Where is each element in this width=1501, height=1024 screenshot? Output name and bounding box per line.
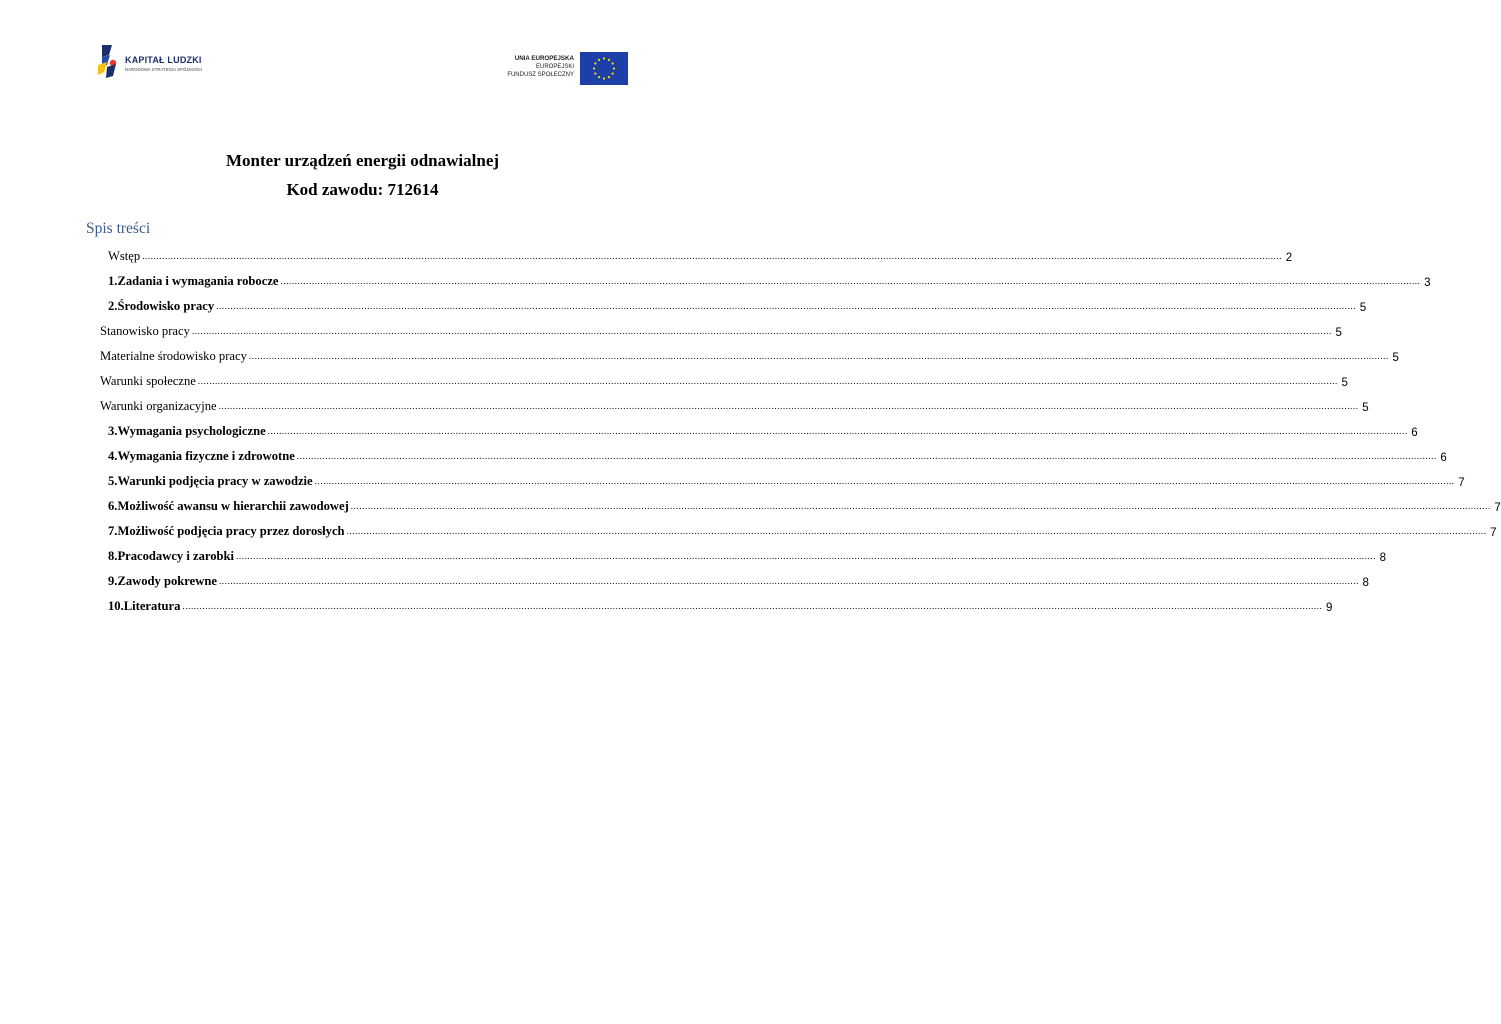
toc-entry-label: Zadania i wymagania robocze [117, 274, 279, 288]
toc-entry-label: Wstęp [108, 249, 141, 263]
toc-entry-page: 7 [1458, 477, 1465, 489]
toc-entry-label: Pracodawcy i zarobki [117, 549, 235, 563]
toc-entry-label: Możliwość podjęcia pracy przez dorosłych [117, 524, 345, 538]
eu-logo-line3: FUNDUSZ SPOŁECZNY [507, 72, 574, 78]
toc-dot-leader: ................................................................................................................................................................................................................................................................................................................................................................................................................ [218, 401, 1359, 411]
toc-entry-number: 2. [108, 299, 118, 313]
toc-dot-leader: ................................................................................................................................................................................................................................................................................................................................................................................................................ [314, 476, 1455, 486]
toc-dot-leader: ................................................................................................................................................................................................................................................................................................................................................................................................................ [197, 376, 1338, 386]
document-code: Kod zawodu: 712614 [286, 180, 439, 199]
toc-entry-page: 7 [1494, 502, 1501, 514]
toc-heading: Spis treści [86, 220, 151, 237]
toc-entry-label: Środowisko pracy [117, 299, 215, 313]
toc-entry[interactable] [100, 371, 1348, 389]
toc-entry[interactable] [108, 421, 1418, 439]
toc-entry-label: Warunki podjęcia pracy w zawodzie [117, 474, 313, 488]
toc-entry[interactable] [100, 396, 1369, 414]
toc-entry[interactable] [108, 446, 1447, 464]
eu-logo-line2: EUROPEJSKI [535, 64, 574, 70]
eu-logo [500, 52, 630, 86]
toc-entry-page: 8 [1362, 577, 1369, 589]
toc-dot-leader: ................................................................................................................................................................................................................................................................................................................................................................................................................ [346, 526, 1487, 536]
toc-entry-number: 5. [108, 474, 118, 488]
toc-dot-leader: ................................................................................................................................................................................................................................................................................................................................................................................................................ [236, 551, 1377, 561]
toc-dot-leader: ................................................................................................................................................................................................................................................................................................................................................................................................................ [142, 251, 1283, 261]
toc-entry-number: 9. [108, 574, 118, 588]
toc-entry-number: 7. [108, 524, 118, 538]
toc-entry-page: 5 [1392, 352, 1399, 364]
toc-dot-leader: ................................................................................................................................................................................................................................................................................................................................................................................................................ [296, 451, 1437, 461]
toc-entry-label: Warunki organizacyjne [100, 399, 217, 413]
toc-entry-number: 8. [108, 549, 118, 563]
toc-entry-page: 5 [1341, 377, 1348, 389]
toc-entry-page: 7 [1490, 527, 1497, 539]
toc-entry-number: 4. [108, 449, 118, 463]
toc-entry-page: 8 [1379, 552, 1387, 564]
kapital-ludzki-title: KAPITAŁ LUDZKI [125, 55, 202, 65]
toc-dot-leader: ................................................................................................................................................................................................................................................................................................................................................................................................................ [182, 601, 1323, 611]
toc-entry[interactable] [108, 471, 1465, 489]
toc-entry-label: Możliwość awansu w hierarchii zawodowej [117, 499, 349, 513]
toc-entry-page: 9 [1326, 602, 1333, 614]
toc-entry-page: 2 [1285, 252, 1293, 264]
toc-entry-number: 3. [108, 424, 118, 438]
toc-entry-number: 1. [108, 274, 118, 288]
toc-entry-page: 5 [1362, 402, 1369, 414]
toc-dot-leader: ................................................................................................................................................................................................................................................................................................................................................................................................................ [218, 576, 1359, 586]
toc-entry-page: 5 [1335, 327, 1342, 339]
toc-entry-page: 5 [1359, 302, 1367, 314]
toc-entry-label: Literatura [123, 599, 181, 613]
toc-entry[interactable] [108, 246, 1293, 264]
eu-logo-line1: UNIA EUROPEJSKA [514, 55, 574, 62]
toc-entry-label: Wymagania psychologiczne [117, 424, 266, 438]
toc-entry[interactable] [100, 321, 1342, 339]
eu-flag-icon [580, 52, 628, 85]
toc-dot-leader: ................................................................................................................................................................................................................................................................................................................................................................................................................ [350, 501, 1491, 511]
kapital-ludzki-emblem-icon [98, 45, 120, 79]
toc-entry-number: 10. [108, 599, 124, 613]
eu-logo-text [507, 55, 574, 79]
kapital-ludzki-logo [98, 45, 208, 81]
toc-entry-label: Warunki społeczne [100, 374, 196, 388]
toc-dot-leader: ................................................................................................................................................................................................................................................................................................................................................................................................................ [191, 326, 1332, 336]
toc-entry[interactable] [100, 346, 1399, 364]
toc-dot-leader: ................................................................................................................................................................................................................................................................................................................................................................................................................ [248, 351, 1389, 361]
toc-entry-label: Zawody pokrewne [117, 574, 217, 588]
toc-dot-leader: ................................................................................................................................................................................................................................................................................................................................................................................................................ [280, 276, 1421, 286]
toc-entry-label: Materialne środowisko pracy [100, 349, 247, 363]
toc-entry[interactable] [108, 521, 1497, 539]
toc-entry[interactable] [108, 546, 1387, 564]
toc-entry-page: 6 [1440, 452, 1447, 464]
toc-dot-leader: ................................................................................................................................................................................................................................................................................................................................................................................................................ [216, 301, 1357, 311]
toc-entry-label: Stanowisko pracy [100, 324, 190, 338]
toc-entry-page: 3 [1424, 277, 1431, 289]
kapital-ludzki-subtitle: NARODOWA STRATEGIA SPÓJNOŚCI [125, 67, 203, 72]
toc-entry[interactable] [108, 296, 1367, 314]
toc-entry[interactable] [108, 571, 1369, 589]
toc-entry-label: Wymagania fizyczne i zdrowotne [117, 449, 295, 463]
toc-entry[interactable] [108, 271, 1431, 289]
document-title: Monter urządzeń energii odnawialnej [225, 151, 500, 170]
toc-entry[interactable] [108, 596, 1333, 614]
toc-entry-number: 6. [108, 499, 118, 513]
toc-entry-page: 6 [1411, 427, 1418, 439]
toc-entry[interactable] [108, 496, 1501, 514]
toc-dot-leader: ................................................................................................................................................................................................................................................................................................................................................................................................................ [267, 426, 1408, 436]
